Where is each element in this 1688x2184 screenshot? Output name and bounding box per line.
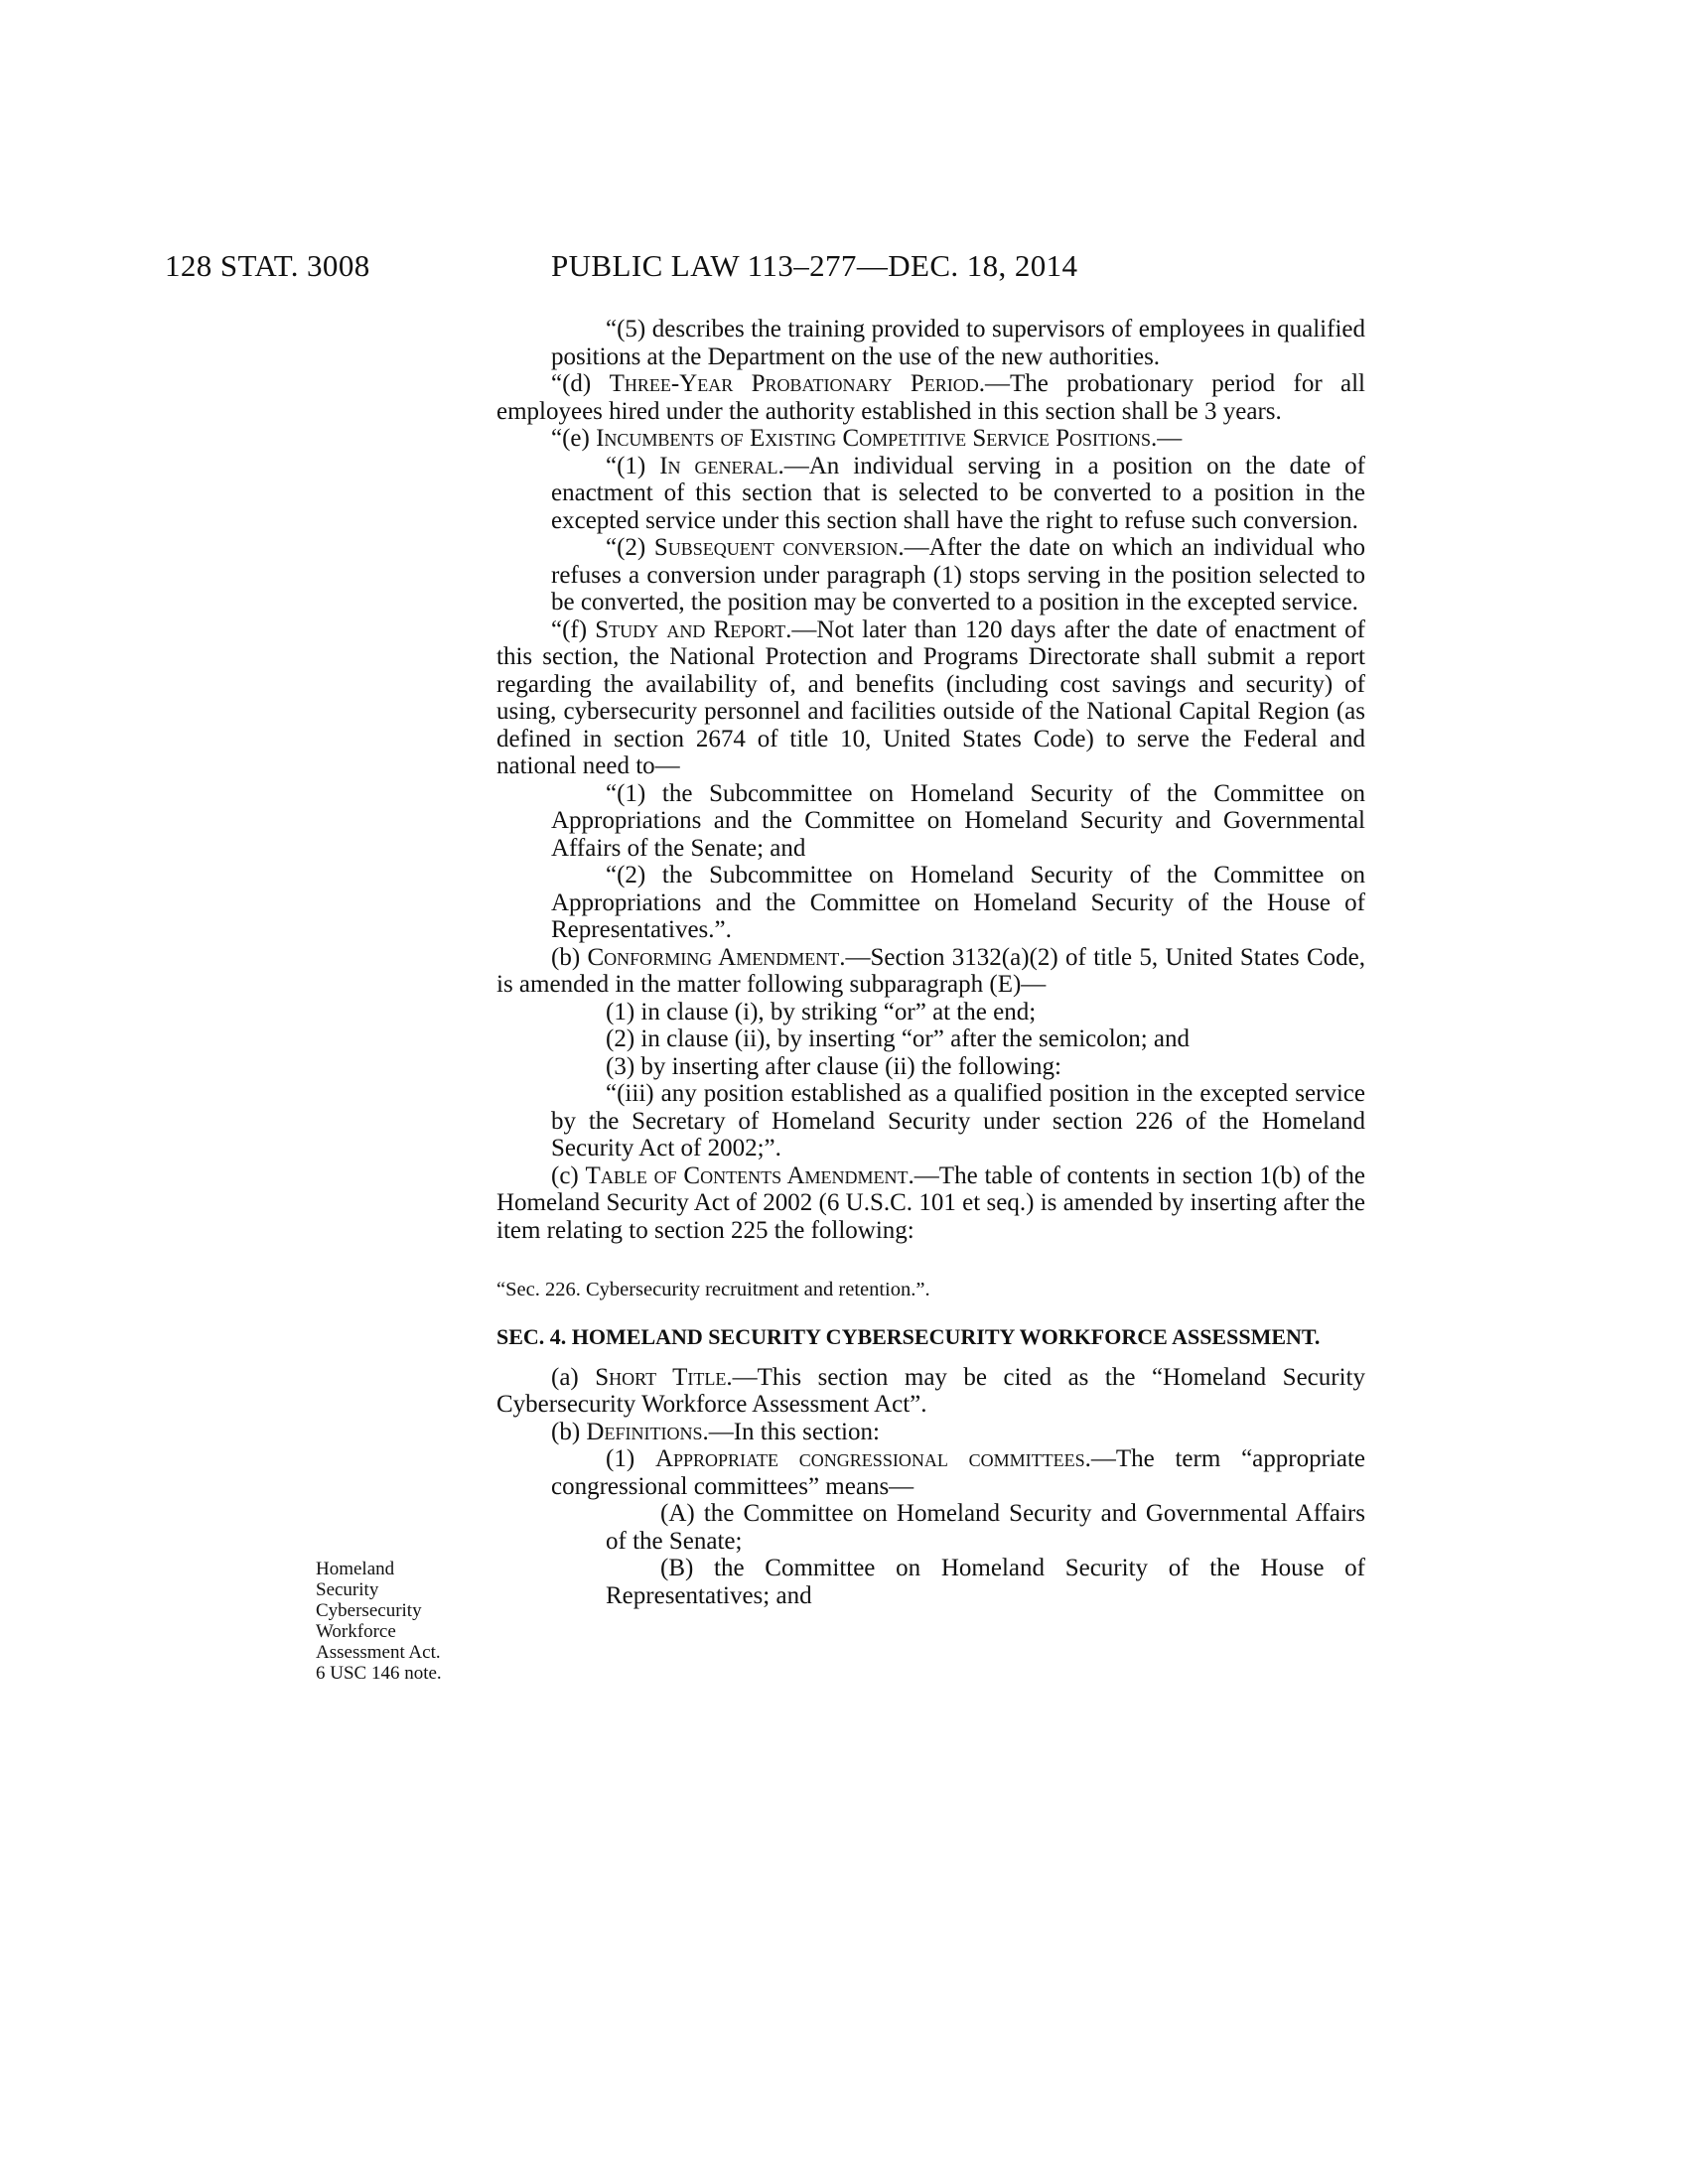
margin-note-line: Workforce: [316, 1621, 396, 1642]
subsection-heading: Definitions: [586, 1418, 703, 1445]
subsection-e: “(e) Incumbents of Existing Competitive Service Positions.—: [551, 425, 1183, 452]
running-header-title: PUBLIC LAW 113–277—DEC. 18, 2014: [551, 248, 1078, 283]
subsection-a: (a) Short Title.—This section may be cited as the “Homeland Security Cybersecurity Workforce Assessment Act”.: [496, 1363, 1365, 1418]
subsection-heading: Conforming Amendment: [587, 943, 840, 971]
paragraph-b2: (2) in clause (ii), by inserting “or” after the semicolon; and: [606, 1025, 1190, 1052]
subparagraph-B: (B) the Committee on Homeland Security of the House of Representatives; and: [606, 1555, 1365, 1609]
paragraph-5: “(5) describes the training provided to supervisors of employees in qualified positions at the Department on the use of the new authorities.: [551, 316, 1365, 370]
paragraph-f1: “(1) the Subcommittee on Homeland Security of the Committee on Appropriations and the Committee on Homeland Security and Governmental Affairs of the Senate; and: [551, 779, 1365, 862]
clause-iii: “(iii) any position established as a qualified position in the excepted service by the Secretary of Homeland Security under section 226 of the Homeland Security Act of 2002;”.: [551, 1080, 1365, 1161]
body-text: [496, 316, 1365, 1609]
subsection-heading: Incumbents of Existing Competitive Service Positions: [596, 425, 1151, 452]
margin-note-line: Assessment Act.: [316, 1642, 441, 1663]
subsection-d: “(d) Three-Year Probationary Period.—The probationary period for all employees hired under the authority established in this section shall be 3 years.: [496, 370, 1365, 425]
margin-note-line: Security: [316, 1579, 379, 1600]
subsection-heading: Three-Year Probationary Period: [609, 370, 979, 397]
margin-note: [316, 1559, 475, 1684]
paragraph-heading: Appropriate congressional committees: [654, 1445, 1085, 1472]
subsection-b-definitions: (b) Definitions.—In this section:: [551, 1418, 880, 1445]
toc-item: “Sec. 226. Cybersecurity recruitment and retention.”.: [496, 1279, 930, 1300]
paragraph-heading: Subsequent conversion: [653, 534, 899, 561]
subsection-heading: Short Title: [595, 1363, 727, 1391]
paragraph-def1: (1) Appropriate congressional committees.—The term “appropriate congressional committees” means—: [551, 1445, 1366, 1500]
margin-note-line: 6 USC 146 note.: [316, 1663, 442, 1684]
paragraph-b3: (3) by inserting after clause (ii) the following:: [606, 1052, 1061, 1080]
stat-page-number: 128 STAT. 3008: [165, 248, 370, 283]
subsection-heading: Table of Contents Amendment: [585, 1161, 909, 1189]
subsection-f: “(f) Study and Report.—Not later than 120 days after the date of enactment of this section, the National Protection and Programs Directorate shall submit a report regarding the availability of, and benefits (including cost savings and security) of using, cybersecurity personnel and facilities outside of the National Capital Region (as defined in section 2674 of title 10, United States Code) to serve the Federal and national need to—: [496, 615, 1365, 779]
paragraph-f2: “(2) the Subcommittee on Homeland Security of the Committee on Appropriations and the Committee on Homeland Security of the House of Representatives.”.: [551, 862, 1365, 943]
subsection-c: (c) Table of Contents Amendment.—The table of contents in section 1(b) of the Homeland Security Act of 2002 (6 U.S.C. 101 et seq.) is amended by inserting after the item relating to section 225 the following:: [496, 1161, 1365, 1244]
paragraph-heading: In general: [659, 452, 778, 479]
paragraph-b1: (1) in clause (i), by striking “or” at the end;: [606, 998, 1037, 1025]
margin-note-line: Cybersecurity: [316, 1600, 422, 1621]
subparagraph-A: (A) the Committee on Homeland Security and Governmental Affairs of the Senate;: [606, 1500, 1365, 1555]
section-4-heading: SEC. 4. HOMELAND SECURITY CYBERSECURITY WORKFORCE ASSESSMENT.: [496, 1323, 1321, 1349]
margin-note-line: Homeland: [316, 1559, 395, 1579]
subsection-b: (b) Conforming Amendment.—Section 3132(a)(2) of title 5, United States Code, is amended in the matter following subparagraph (E)—: [496, 943, 1365, 998]
paragraph-e2: “(2) Subsequent conversion.—After the date on which an individual who refuses a conversion under paragraph (1) stops serving in the position selected to be converted, the position may be converted to a position in the excepted service.: [551, 534, 1365, 615]
paragraph-e1: “(1) In general.—An individual serving in a position on the date of enactment of this section that is selected to be converted to a position in the excepted service under this section shall have the right to refuse such conversion.: [551, 452, 1366, 534]
subsection-heading: Study and Report: [595, 615, 786, 643]
